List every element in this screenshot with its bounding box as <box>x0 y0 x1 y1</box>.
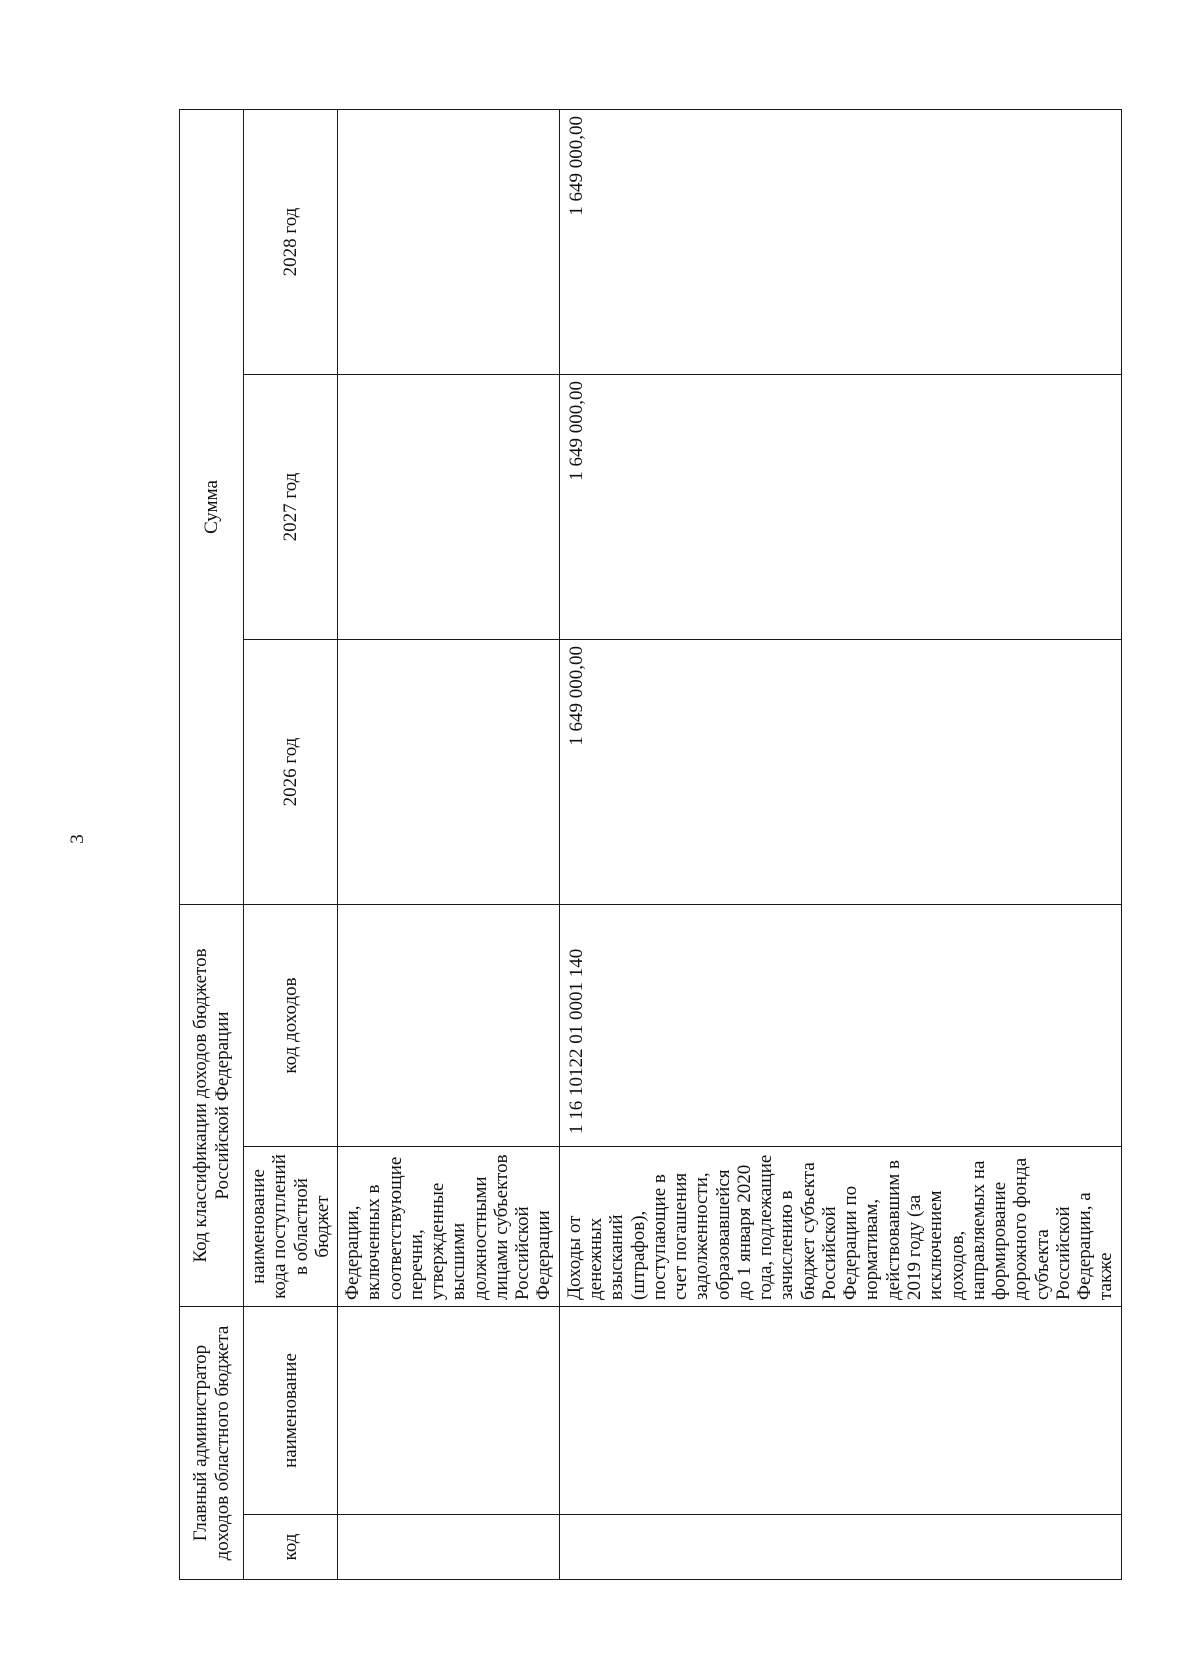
row-code-cell <box>559 1515 1121 1580</box>
header-col-income-code: код доходов <box>244 905 338 1147</box>
header-sum-group: Сумма <box>180 109 244 904</box>
row-income-name-cell: Федерации, включенных в соответствующие перечни, утвержденные высшими должностными лицами субъектов Российской Федерации <box>338 1147 560 1307</box>
row-name-cell <box>338 1307 560 1515</box>
header-col-code: код <box>244 1515 338 1580</box>
row-2026-cell <box>338 640 560 905</box>
row-2027-cell: 1 649 000,00 <box>559 375 1121 640</box>
header-classification-group: Код классификации доходов бюджетов Российской Федерации <box>180 905 244 1307</box>
row-code-cell <box>338 1515 560 1580</box>
row-income-code-cell: 1 16 10122 01 0001 140 <box>559 905 1121 1147</box>
revenue-table-wrapper <box>179 110 1117 1580</box>
row-2028-cell: 1 649 000,00 <box>559 109 1121 374</box>
row-2026-cell: 1 649 000,00 <box>559 640 1121 905</box>
table-row <box>338 109 560 1579</box>
row-income-name-cell: Доходы от денежных взысканий (штрафов), поступающие в счет погашения задолженности, образовавшейся до 1 января 2020 года, подлежащие зачислению в бюджет субъекта Российской Федерации по нормативам, действовавшим в 2019 году (за исключением доходов, направляемых на формирование дорожного фонда субъекта Российской Федерации, а также <box>559 1147 1121 1307</box>
table-row <box>559 109 1121 1579</box>
header-col-name: наименование <box>244 1307 338 1515</box>
header-admin-group: Главный администратор доходов областного бюджета <box>180 1307 244 1580</box>
revenue-table-rotated <box>179 110 1117 1580</box>
row-income-code-cell <box>338 905 560 1147</box>
revenue-table <box>179 109 1122 1580</box>
header-col-2026: 2026 год <box>244 640 338 905</box>
row-2027-cell <box>338 375 560 640</box>
header-col-2028: 2028 год <box>244 109 338 374</box>
row-2028-cell <box>338 109 560 374</box>
row-name-cell <box>559 1307 1121 1515</box>
header-col-income-name: наименование кода поступлений в областной бюджет <box>244 1147 338 1307</box>
page-number: 3 <box>67 834 88 844</box>
header-col-2027: 2027 год <box>244 375 338 640</box>
